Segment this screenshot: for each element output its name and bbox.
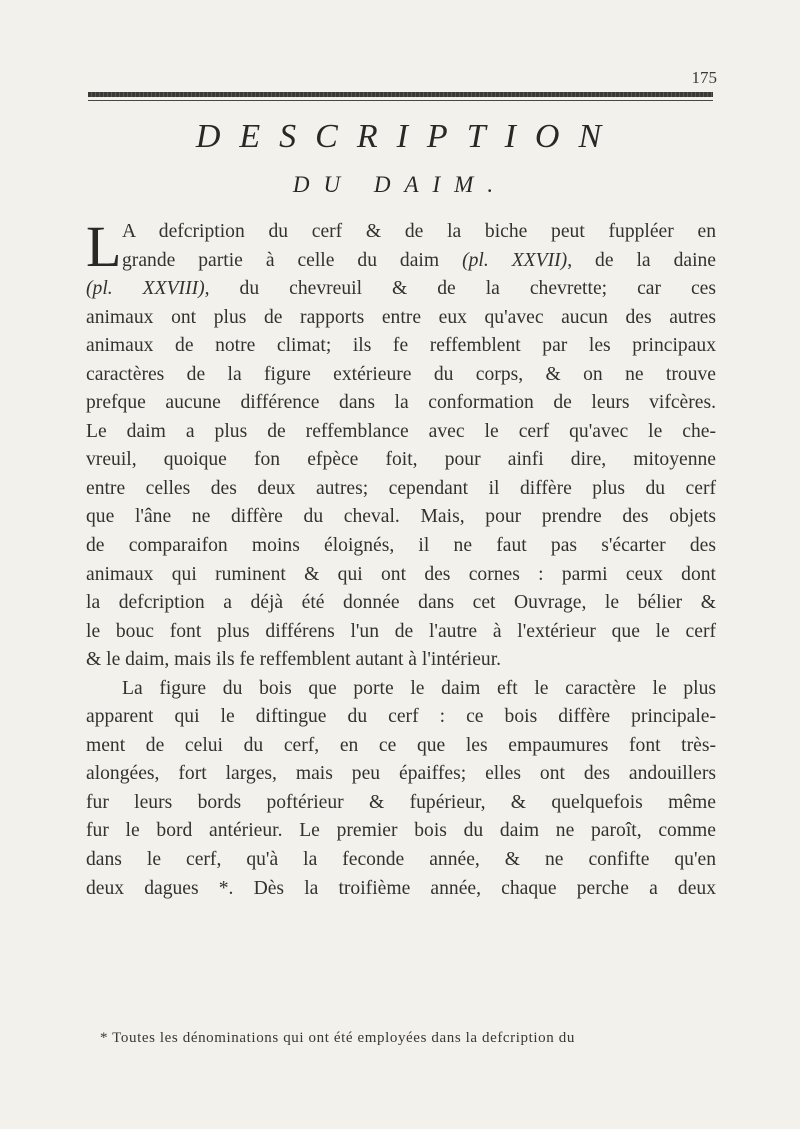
text-line	[86, 646, 716, 675]
text-line	[86, 561, 716, 590]
text-line	[86, 389, 716, 418]
text-line	[86, 703, 716, 732]
text-line	[86, 675, 716, 704]
line-text: La figure du bois que porte le daim eft le caractère le plus	[122, 677, 716, 699]
line-text: , de la daine	[567, 249, 717, 271]
text-line	[86, 475, 716, 504]
text-line	[86, 218, 716, 247]
line-text: animaux de notre climat; ils fe reffemblent par les principaux	[86, 335, 716, 357]
text-line	[86, 247, 716, 276]
line-text: fur le bord antérieur. Le premier bois du daim ne paroît, comme	[86, 820, 716, 842]
text-line	[86, 304, 716, 333]
line-text: de comparaifon moins éloignés, il ne faut pas s'écarter des	[86, 535, 716, 557]
line-text: le bouc font plus différens l'un de l'autre à l'extérieur que le cerf	[86, 620, 716, 642]
line-text: , du chevreuil & de la chevrette; car ces	[204, 278, 717, 300]
line-text: Le daim a plus de reffemblance avec le cerf qu'avec le che-	[86, 420, 716, 442]
text-line	[86, 275, 716, 304]
plate-reference: (pl. XXVII)	[462, 249, 568, 271]
line-text: grande partie à celle du daim	[122, 249, 463, 271]
page-number: 175	[691, 68, 717, 87]
line-text: & le daim, mais ils fe reffemblent autant à l'intérieur.	[86, 649, 502, 671]
line-text: que l'âne ne diffère du cheval. Mais, pour prendre des objets	[86, 506, 716, 528]
drop-cap: L	[86, 214, 122, 279]
text-line	[86, 446, 716, 475]
line-text: entre celles des deux autres; cependant il diffère plus du cerf	[86, 477, 716, 499]
text-line	[86, 418, 716, 447]
text-line	[86, 760, 716, 789]
line-text: ment de celui du cerf, en ce que les empaumures font très-	[86, 734, 716, 756]
text-line	[86, 817, 716, 846]
line-text: A defcription du cerf & de la biche peut fuppléer en	[122, 221, 716, 242]
line-text: animaux ont plus de rapports entre eux qu'avec aucun des autres	[86, 306, 716, 328]
text-line	[86, 846, 716, 875]
body-text	[86, 214, 717, 903]
text-line	[86, 618, 716, 647]
header-rule-thick	[88, 92, 713, 97]
text-line	[86, 875, 716, 904]
text-line	[86, 789, 716, 818]
text-line	[86, 732, 716, 761]
plate-reference: (pl. XXVIII)	[86, 278, 205, 300]
line-text: dans le cerf, qu'à la feconde année, & ne confifte qu'en	[86, 849, 716, 871]
line-text: deux dagues *. Dès la troifième année, chaque perche a deux	[86, 877, 716, 899]
line-text: la defcription a déjà été donnée dans cet Ouvrage, le bélier &	[86, 592, 716, 614]
line-text: caractères de la figure extérieure du corps, & on ne trouve	[86, 363, 716, 385]
text-line	[86, 589, 716, 618]
text-line	[86, 532, 716, 561]
line-text: prefque aucune différence dans la conformation de leurs vifcères.	[86, 392, 716, 414]
header-rule-thin	[88, 100, 713, 101]
line-text: apparent qui le diftingue du cerf : ce bois diffère principale-	[86, 706, 716, 728]
line-text: vreuil, quoique fon efpèce foit, pour ainfi dire, mitoyenne	[86, 449, 716, 471]
text-line	[86, 332, 716, 361]
text-line	[86, 503, 716, 532]
line-text: animaux qui ruminent & qui ont des cornes : parmi ceux dont	[86, 563, 716, 585]
line-text: alongées, fort larges, mais peu épaiffes; elles ont des andouillers	[86, 763, 716, 785]
text-line	[86, 361, 716, 390]
footnote: * Toutes les dénominations qui ont été employées dans la defcription du	[100, 1030, 575, 1046]
line-text: fur leurs bords poftérieur & fupérieur, & quelquefois même	[86, 791, 716, 813]
page-title: DESCRIPTION	[195, 118, 621, 155]
page-subtitle: DU DAIM.	[292, 172, 508, 197]
